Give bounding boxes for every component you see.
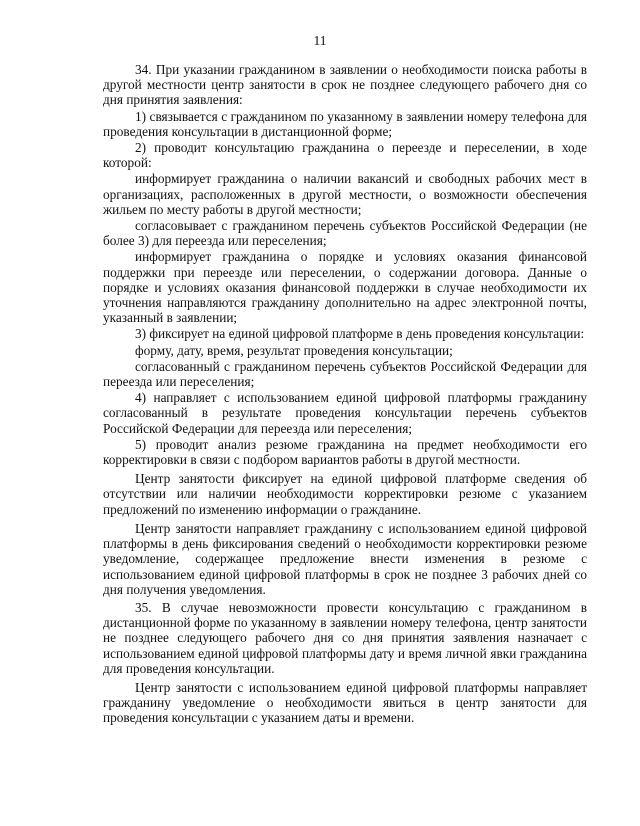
page-number: 11	[313, 33, 327, 48]
paragraph-inform-support: информирует гражданина о порядке и условиях оказания финансовой поддержки при переезде или переселении, о содержании договора. Данные о порядке и условиях оказания финансовой поддержки в случае необходимости их уточнения направляются гражданину дополнительно на адрес электронной почты, указанный в заявлении;	[103, 249, 587, 326]
paragraph-resume-check: Центр занятости фиксирует на единой цифровой платформе сведения об отсутствии или наличии необходимости корректировки резюме с указанием предложений по изменению информации о гражданине.	[103, 471, 587, 517]
paragraph-item-35: 35. В случае невозможности провести консультацию с гражданином в дистанционной форме по указанному в заявлении номеру телефона, центр занятости не позднее следующего рабочего дня со дня принятия заявления назначает с использованием единой цифровой платформы дату и время личной явки гражданина для проведения консультации.	[103, 599, 587, 676]
paragraph-agreed-regions-list: согласованный с гражданином перечень субъектов Российской Федерации для переезда или переселения;	[103, 358, 587, 390]
paragraph-consultation-details: форму, дату, время, результат проведения консультации;	[135, 342, 453, 358]
paragraph-agree-regions: согласовывает с гражданином перечень субъектов Российской Федерации (не более 3) для переезда или переселения;	[103, 218, 587, 249]
paragraph-appearance-notice: Центр занятости с использованием единой цифровой платформы направляет гражданину уведомление о необходимости явиться в центр занятости для проведения консультации с указанием даты и времени.	[103, 679, 587, 726]
paragraph-item-34: 34. При указании гражданином в заявлении о необходимости поиска работы в другой местности центр занятости в срок не позднее следующего рабочего дня со дня принятия заявления:	[103, 62, 587, 108]
paragraph-subitem-4: 4) направляет с использованием единой цифровой платформы гражданину согласованный в результате проведения консультации перечень субъектов Российской Федерации для переезда или переселения;	[103, 390, 587, 436]
paragraph-subitem-3: 3) фиксирует на единой цифровой платформе в день проведения консультации:	[135, 326, 585, 342]
document-body	[103, 62, 587, 726]
paragraph-inform-vacancies: информирует гражданина о наличии вакансий и свободных рабочих мест в организациях, расположенных в другой местности, о возможности обеспечения жильем по месту работы в другой местности;	[103, 171, 587, 217]
paragraph-subitem-1: 1) связывается с гражданином по указанному в заявлении номеру телефона для проведения консультации в дистанционной форме;	[103, 108, 587, 139]
paragraph-subitem-5: 5) проводит анализ резюме гражданина на предмет необходимости его корректировки в связи с подбором вариантов работы в другой местности.	[103, 436, 587, 468]
paragraph-subitem-2: 2) проводит консультацию гражданина о переезде и переселении, в ходе которой:	[103, 140, 587, 171]
paragraph-resume-notice: Центр занятости направляет гражданину с использованием единой цифровой платформы в день фиксирования сведений о необходимости корректировки резюме уведомление, содержащее предложение внести изменения в резюме с использованием единой цифровой платформы в срок не позднее 3 рабочих дней со дня получения уведомления.	[103, 520, 587, 597]
